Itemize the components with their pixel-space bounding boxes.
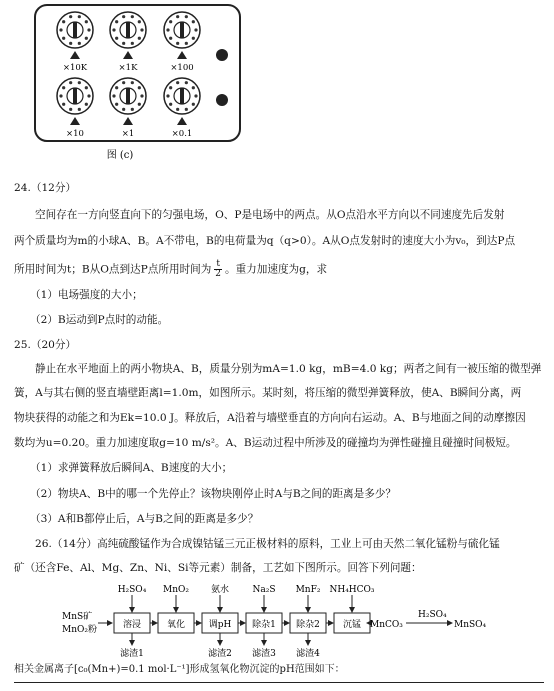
flow-step-label-5: 除杂2 [296, 620, 320, 630]
q25-item-3: （3）A和B都停止后，A与B之间的距离是多少？ [30, 513, 259, 525]
flow-residue-3: 滤渣3 [252, 649, 276, 658]
terminal-bottom [216, 94, 228, 106]
q24-header: 24.（12分） [14, 182, 77, 194]
q25-item-2: （2）物块A、B中的哪一个先停止？该物块刚停止时A与B之间的距离是多少？ [30, 488, 397, 500]
flow-reagent-2: MnO₂ [163, 585, 189, 595]
flow-residue-4: 滤渣4 [296, 649, 320, 658]
q24-body-3a: 所用时间为t；B从O点到达P点所用时间为 [14, 263, 212, 276]
flow-step-label-1: 溶浸 [122, 620, 142, 630]
flow-step-label-3: 调pH [208, 620, 232, 630]
resistance-box-figure [0, 0, 554, 170]
dial-multiplier-label: ×1K [118, 63, 138, 73]
flow-final-product: MnSO₄ [454, 620, 487, 630]
q26-footer: 相关金属离子[c₀(Mn+)=0.1 mol·L⁻¹]形成氢氧化物沉淀的pH范围如下： [14, 664, 345, 675]
flow-reagent-6: NH₄HCO₃ [329, 585, 375, 595]
dial-multiplier-label: ×0.1 [171, 129, 193, 139]
q25-body-2: 簧，A与其右侧的竖直墙壁距离l=1.0m，如图所示。某时刻，将压缩的微型弹簧释放，使A、B瞬间分离，两 [14, 387, 522, 399]
dial-multiplier-label: ×100 [170, 63, 194, 73]
q25-header: 25.（20分） [14, 339, 77, 351]
q25-item-1: （1）求弹簧释放后瞬间A、B速度的大小； [30, 462, 233, 474]
dial-multiplier-label: ×10K [62, 63, 88, 73]
q24-body-1: 空间存在一方向竖直向下的匀强电场，O、P是电场中的两点。从O点沿水平方向以不同速度先后发射 [35, 209, 505, 221]
dial-multiplier-label: ×10 [66, 129, 84, 139]
flow-step-label-6: 沉锰 [342, 620, 362, 630]
q25-body-1: 静止在水平地面上的两小物块A、B，质量分别为mA=1.0 kg，mB=4.0 kg；两者之间有一被压缩的微型弹 [35, 363, 542, 375]
flow-step-label-2: 氧化 [166, 620, 186, 630]
q26-body-1: 26.（14分）高纯硫酸锰作为合成镍钴锰三元正极材料的原料，工业上可由天然二氧化锰粉与硫化锰 [35, 538, 500, 550]
q24-item-1: （1）电场强度的大小； [30, 289, 143, 301]
flow-reagent-3: 氨水 [210, 585, 230, 595]
q26-body-2: 矿（还含Fe、Al、Mg、Zn、Ni、Si等元素）制备，工艺如下图所示。回答下列问题： [14, 562, 422, 574]
flow-step-label-4: 除杂1 [252, 620, 276, 630]
flow-residue-2: 滤渣2 [208, 649, 232, 658]
q24-body-3b: 。重力加速度为g，求 [224, 263, 328, 276]
flow-reagent-5: MnF₂ [295, 585, 321, 595]
fraction [214, 260, 222, 279]
q25-body-4: 数均为u=0.20。重力加速度取g=10 m/s²。A、B运动过程中所涉及的碰撞均为弹性碰撞且碰撞时间极短。 [14, 437, 517, 449]
q24-body-2: 两个质量均为m的小球A、B。A不带电，B的电荷量为q（q>0）。A从O点发射时的速度大小为v₀，到达P点 [14, 235, 516, 247]
fraction-numerator: t [216, 259, 220, 269]
process-flow-diagram [0, 583, 554, 658]
flow-reagent-4: Na₂S [252, 585, 276, 595]
fraction-denominator: 2 [215, 269, 222, 279]
flow-reagent-1: H₂SO₄ [117, 585, 147, 595]
flow-product-mnco3: MnCO₃ [370, 620, 403, 630]
flow-residue-1: 滤渣1 [120, 649, 144, 658]
figure-caption: 图 (c) [106, 150, 134, 161]
q24-body-3 [14, 260, 544, 279]
flow-input-mno2: MnO₂粉 [62, 625, 97, 635]
flow-input-mns: MnS矿 [62, 612, 93, 622]
q24-item-2: （2）B运动到P点时的动能。 [30, 314, 169, 326]
terminal-top [216, 49, 228, 61]
q25-body-3: 物块获得的动能之和为Ek=10.0 J。释放后，A沿着与墙壁垂直的方向向右运动。A、B与地面之间的动摩擦因 [14, 412, 526, 424]
dial-multiplier-label: ×1 [121, 129, 135, 139]
flow-final-reagent: H₂SO₄ [418, 610, 447, 620]
